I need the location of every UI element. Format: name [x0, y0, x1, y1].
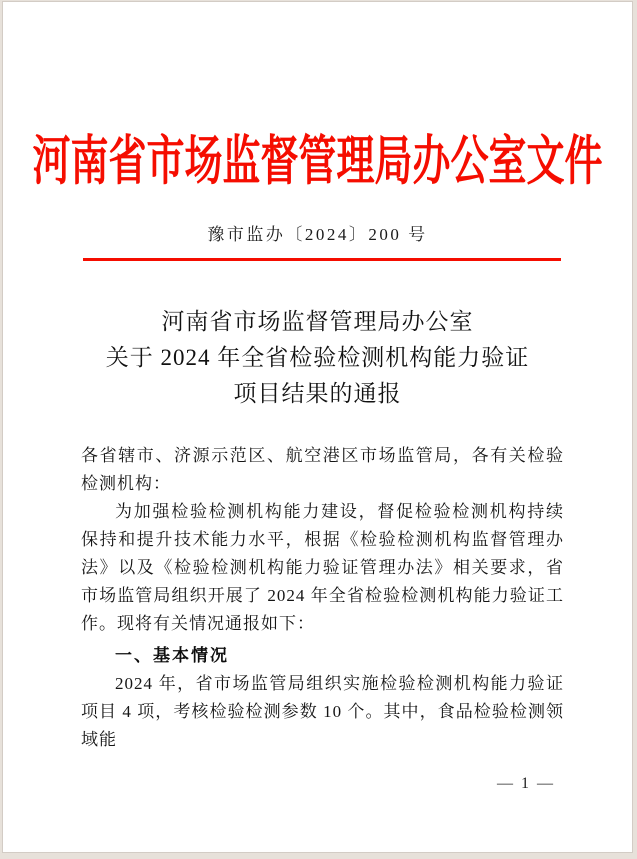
- document-body: [81, 442, 564, 754]
- intro-paragraph: 为加强检验检测机构能力建设，督促检验检测机构持续保持和提升技术能力水平，根据《检验检测机构监督管理办法》以及《检验检测机构能力验证管理办法》相关要求，省市场监管局组织开展了 2024 年全省检验检测机构能力验证工作。现将有关情况通报如下：: [81, 502, 564, 633]
- page-number: — 1 —: [497, 775, 555, 792]
- document-title: [3, 304, 632, 412]
- section1-paragraph: 2024 年，省市场监管局组织实施检验检测机构能力验证项目 4 项，考核检验检测参数 10 个。其中，食品检验检测领域能: [81, 674, 564, 749]
- document-title-line-3: 项目结果的通报: [233, 381, 402, 406]
- document-title-line-1: 河南省市场监督管理局办公室: [161, 309, 474, 334]
- masthead: [3, 128, 632, 196]
- salutation: 各省辖市、济源示范区、航空港区市场监管局，各有关检验检测机构：: [81, 446, 564, 493]
- document-page: [2, 1, 633, 853]
- section-heading-basic-situation: 一、基本情况: [115, 646, 229, 665]
- red-divider-line: [83, 258, 561, 261]
- document-title-line-2: 关于 2024 年全省检验检测机构能力验证: [105, 345, 530, 370]
- masthead-title-text: 河南省市场监督管理局办公室文件: [32, 132, 603, 192]
- document-number: 豫市监办〔2024〕200 号: [207, 225, 428, 244]
